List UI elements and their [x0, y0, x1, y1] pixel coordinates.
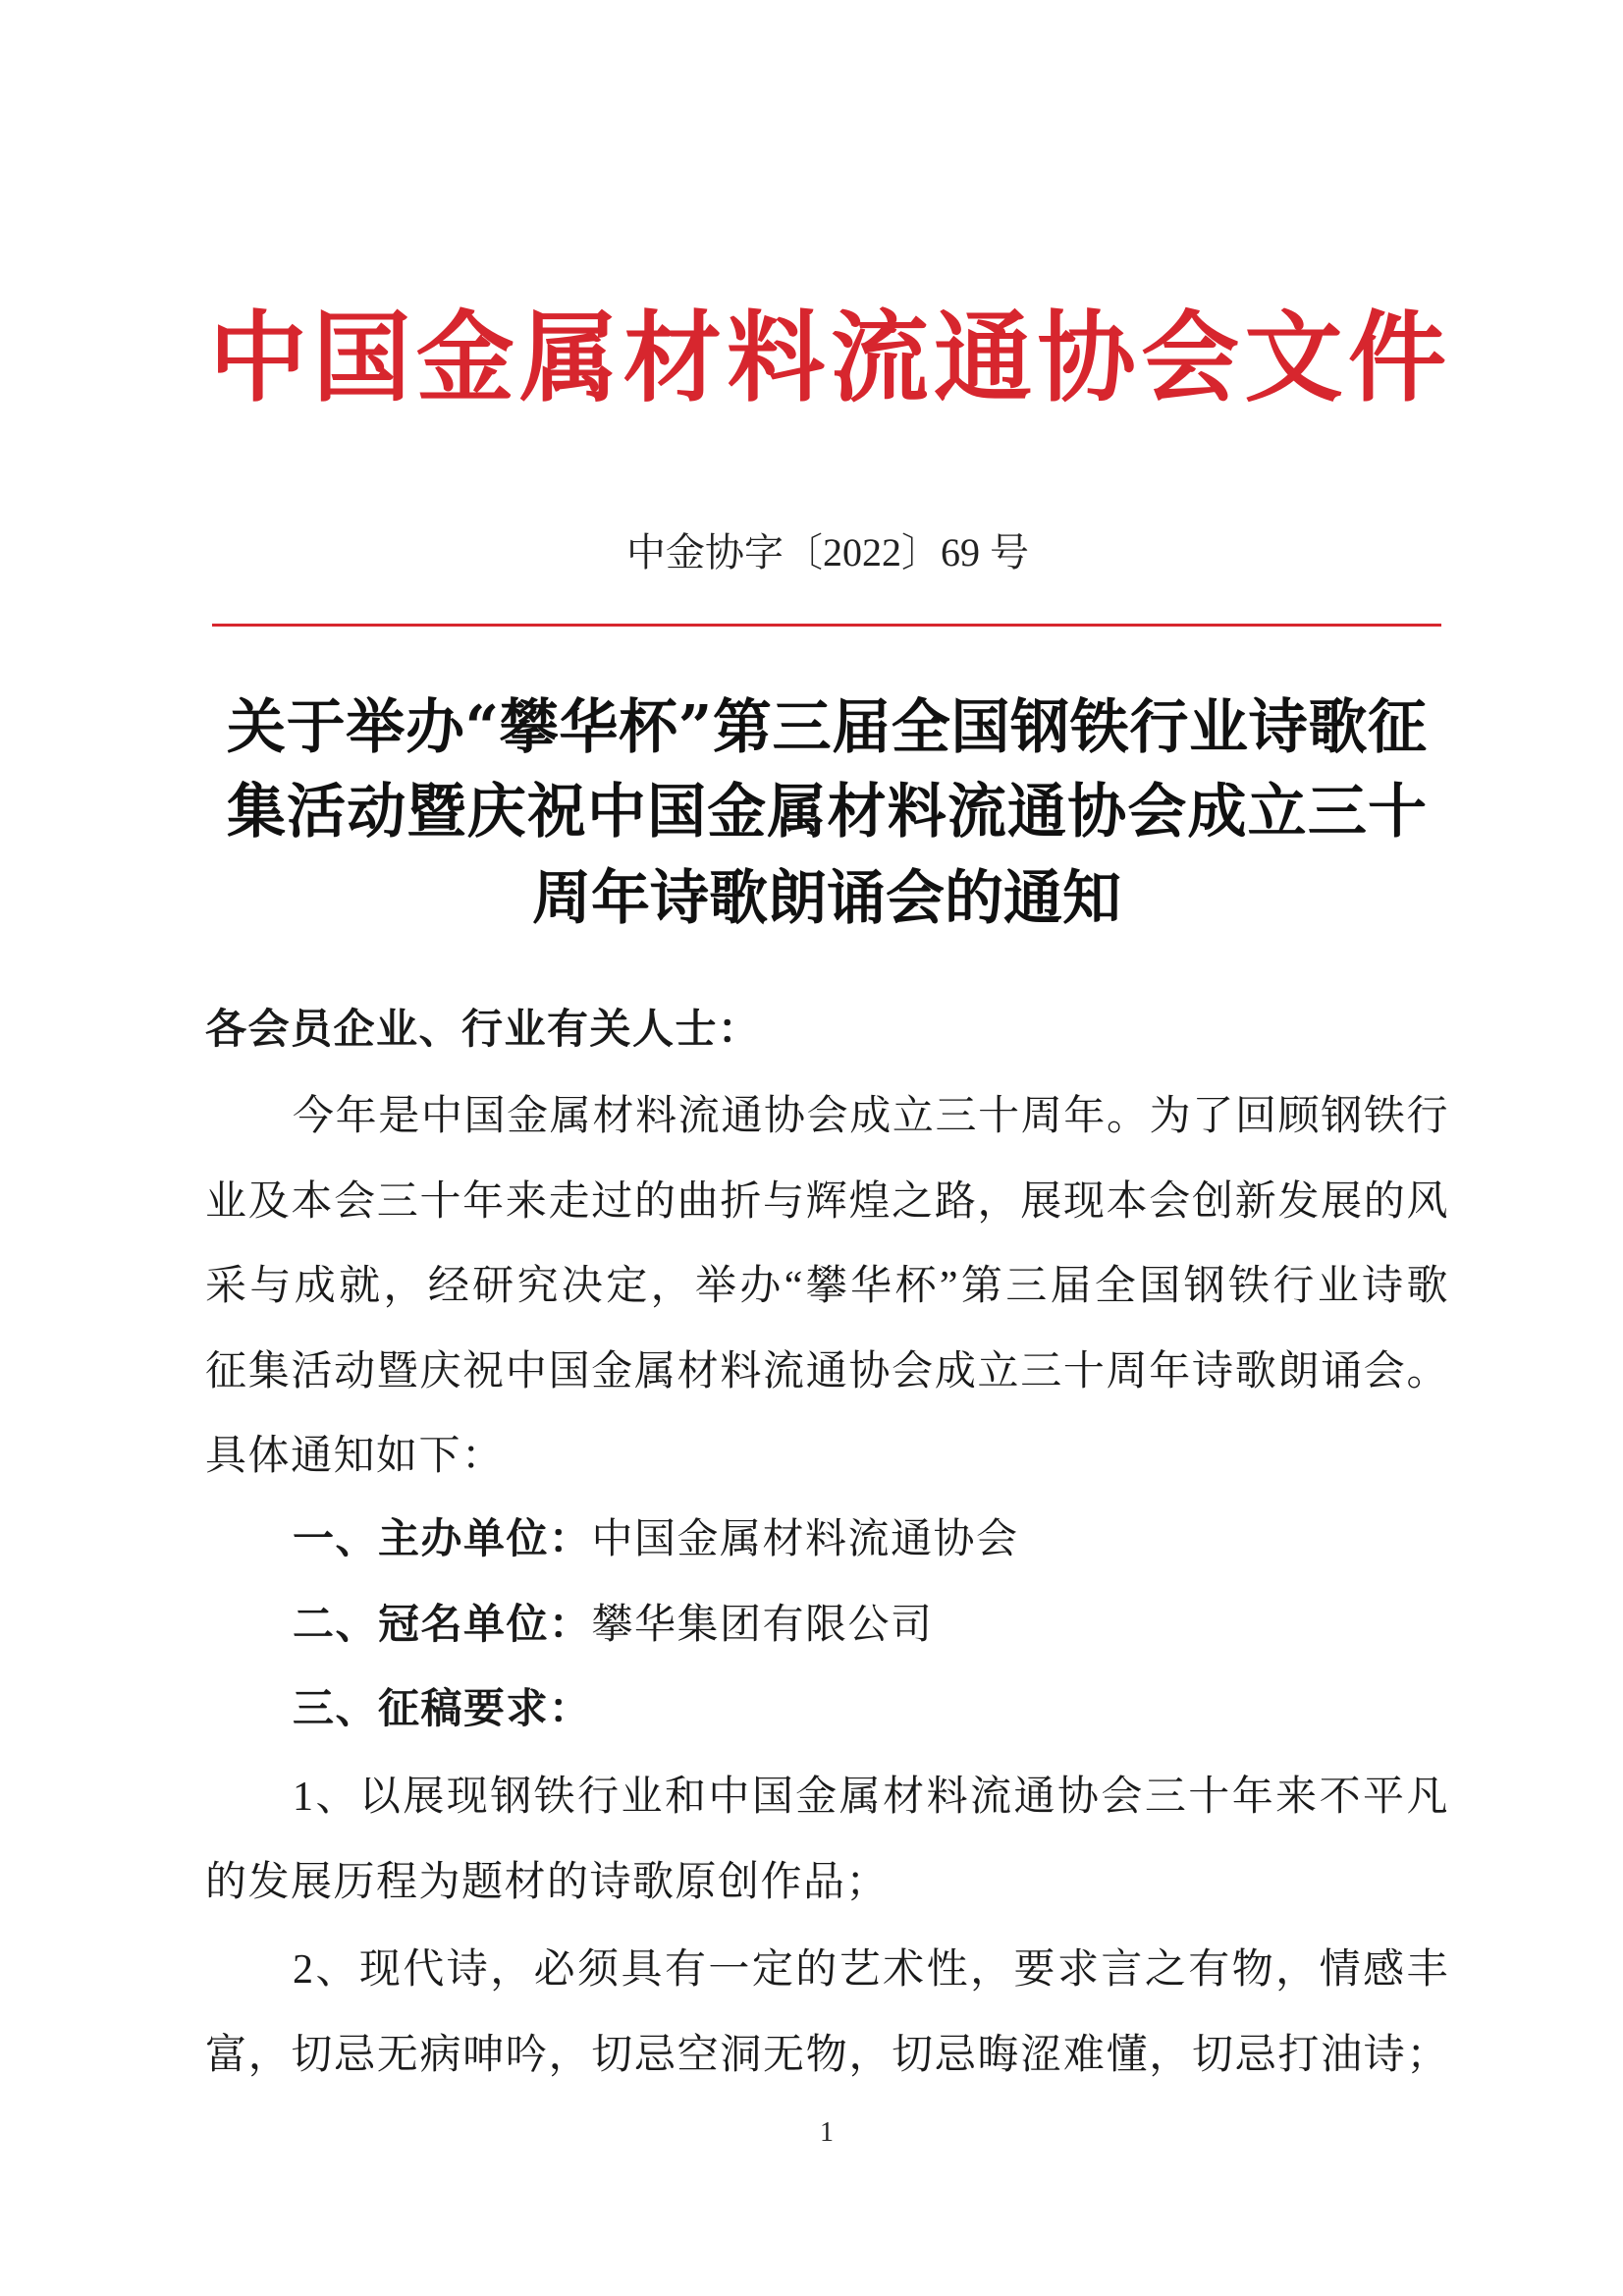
section-title-sponsor-value: 攀华集团有限公司 [591, 1603, 934, 1648]
notice-title-line-3: 周年诗歌朗诵会的通知 [532, 864, 1121, 933]
requirement-1-line-2: 的发展历程为题材的诗歌原创作品； [205, 1860, 890, 1905]
document-header-title: 中国金属材料流通协会文件 [209, 300, 1446, 415]
notice-title-line-1: 关于举办“攀华杯”第三届全国钢铁行业诗歌征 [227, 693, 1427, 762]
section-organizer-value: 中国金属材料流通协会 [591, 1517, 1019, 1562]
section-organizer-label: 一、主办单位： [293, 1517, 592, 1562]
page-number: 1 [820, 2117, 834, 2148]
document-number: 中金协字〔2022〕69 号 [626, 530, 1029, 574]
red-divider [212, 624, 1441, 627]
intro-line-1: 今年是中国金属材料流通协会成立三十周年。为了回顾钢铁行 [293, 1094, 1449, 1139]
notice-title-line-2: 集活动暨庆祝中国金属材料流通协会成立三十 [227, 778, 1427, 847]
intro-line-5: 具体通知如下： [205, 1434, 505, 1479]
section-submission-requirements-label: 三、征稿要求： [293, 1687, 592, 1732]
requirement-1-line-1: 1、以展现钢铁行业和中国金属材料流通协会三十年来不平凡 [293, 1775, 1449, 1820]
section-title-sponsor-label: 二、冠名单位： [293, 1603, 592, 1648]
requirement-2-line-1: 2、现代诗，必须具有一定的艺术性，要求言之有物，情感丰 [293, 1947, 1449, 1993]
intro-line-4: 征集活动暨庆祝中国金属材料流通协会成立三十周年诗歌朗诵会。 [205, 1349, 1449, 1394]
intro-line-2: 业及本会三十年来走过的曲折与辉煌之路，展现本会创新发展的风 [205, 1179, 1449, 1225]
salutation: 各会员企业、行业有关人士： [205, 1008, 761, 1053]
section-submission-requirements [293, 1680, 1449, 1739]
requirement-2-line-2: 富，切忌无病呻吟，切忌空洞无物，切忌晦涩难懂，切忌打油诗； [205, 2033, 1449, 2078]
section-title-sponsor [293, 1596, 1449, 1655]
section-organizer [293, 1510, 1449, 1569]
intro-line-3: 采与成就，经研究决定，举办“攀华杯”第三届全国钢铁行业诗歌 [205, 1264, 1449, 1309]
